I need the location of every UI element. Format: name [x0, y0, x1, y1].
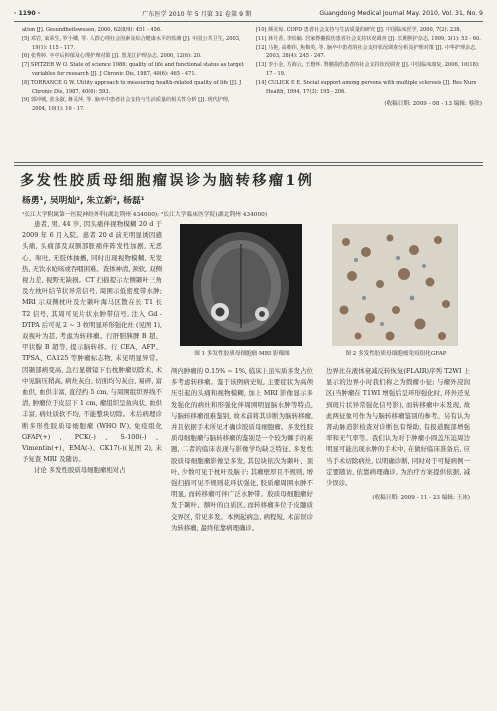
ref-item: [5] 邓岩, 栾荣生, 罗小卿, 等. 人群心理社会因素及综合健康水平的监测 [J]. 中国公共卫生, 2003, 19(1): 115 - 117. — [22, 35, 241, 51]
figure-2-histology-image — [332, 224, 458, 346]
figure-2-caption: 图 2 多发性胶质母细胞瘤免疫组化GFAP — [345, 351, 447, 357]
discussion-text-cont: 边界比在液体衰减反转恢复(FLAIR)序列 T2WI 上显示的边界小时我们称之为假瘤小征; 与瘤外浸润区(当肿瘤在 T1WI 增强后呈环形强化时, 环外还见到斑片状异常强化信号影), 而转移瘤中未发现, 故此两征象可作为与脑转移瘤鉴别的参考。另有认为肾动脉造影检查对诊断也有帮助, 有报道腹部增强率和无气率等。我们认为对于肿瘤小圆盖压迫周边明显可能出现水肿的手术中, 在做好临床准备后, 应当手术切除病灶, 以明确诊断, 同时对于可疑病例一定要随访, 依靠病理确诊, 为治疗方案提供依据, 减少误诊。 — [326, 367, 470, 488]
ref-item: [7] SPITZER W O. State of science 1986: quality of life and functional status as target variables for research [J]. J Chronic Dis, 1987, 40(6): 465 - 471. — [22, 62, 244, 77]
section-divider — [14, 162, 483, 166]
ref-item: [8] TORRANCE G W. Utility approach to measuring health-related quality of life [J]. J Chronic Dis, 1987, 40(6): 593. — [22, 79, 242, 95]
page-number: · 1190 · — [14, 9, 41, 17]
ref-item: [10] 颜美琼. COPD 患者社会支持与生活质量的研究 [J]. 中国临床医学, 2000, 7(2): 238. — [256, 27, 462, 33]
discussion-text: 颅内肿瘤的 0.15% ~ 1%, 临床上虽实质多发占位多考虑转移瘤。鉴于该例病史短, 主要症状为高颅压引起的头痛和视物模糊, 加上 MRI 影像显示多发强化的病灶和形强化伴周围明显脑水肿等特点, 与脑转移瘤很难鉴别, 故术前将其诊断为脑转移瘤, 并且依据手术所见才确诊胶质母细胞瘤。多发性胶质母细胞瘤与脑转移瘤的鉴别是一个较为棘手的难题, 二者的临床表现与影像学均缺乏特征, 多发性胶质母细胞瘤影像呈多发, 其包块依次为颞叶、顶叶, 少数可见于枕叶及脑干; 其瘤壁厚且不规则, 增强扫描可见不规则花环状强化, 胶质瘤周围水肿不明显, 而转移瘤可伴广泛水肿带。胶质母细胞瘤好发于颞叶、额叶的白质区, 而转移瘤多位于皮髓质交界区, 常见多发。本例起病急, 病程短, 术前误诊为转移瘤, 最终依靠病理确诊。 — [171, 367, 313, 532]
ref-item: [13] 李小金, 方海云, 王想怀. 脊髓损伤患者的社会支持状况调查 [J]. 中国临床康复, 2006, 10(18): 17 - 19. — [256, 62, 480, 77]
case-report-paragraph: 患者, 男, 44 岁, 因头痛伴视物模糊 20 d 于 2009 年 6 月入院。患者 20 d 前无明显诱因感头痛, 头痛部及双额部胀痛伴阵发性加剧, 无恶心、呕吐, 无肢体抽搐, 同时出现视物模糊, 无发热, 无饮水呛咳或吞咽困难。查体神清, 颈软, 双侧视力差, 视野无缺损。CT 扫描提示左侧颞叶三角及左枕叶结节状异常信号, 周围示低密度带水肿; MRI 示双侧枕叶及左颞叶海马区散在长 T1 长 T2 信号, 其周可见片状水肿带信号, 注入 Gd - DTPA 后可见 2 ~ 3 枚明显环形强化灶 (见图 1), 双视叶为甚, 考虑为转移瘤。行肝胆胰脾 B 超、甲状腺 B 超等, 提示脑转移。行 CEA、AFP、TPSA、CA125 等肿瘤标志物, 未见明显异常。因颞部病变高, 急行显微镜下右枕肿瘤切除术, 术中见脑压稍高, 病灶灰白, 切面均匀灰白, 易碎, 富血供, 血供丰富, 直径约 5 cm, 与周围组织界线不清, 肿瘤位于皮层下 1 cm, 瘤组织呈鱼肉状, 血供丰富, 病灶质软不均, 不能整块切除。术后病理诊断多形性胶质母细胞瘤 (WHO Ⅳ), 免疫组化 GFAP(+)、PCK(-)、S-100(-)、Vimentin(+)、EMA(-)、CK17(-)(见图 2), 未予复查 MRI 及随访。 — [22, 220, 162, 464]
references-left — [22, 26, 244, 114]
ref-item: [6] 张秀婷. 卒中后抑郁及心理护理对策 [J]. 黑龙江护理杂志, 2000, 12(6): 20. — [22, 53, 202, 60]
ref-item: [11] 林月香, 李恰颖. 居家脊髓损伤患者社会支持状况调查 [J]. 长期照护杂志, 1999, 3(1): 53 - 60. — [256, 35, 481, 42]
ref-item: ation [J]. Gesundheitswesen, 2000, 62(8/9): 451 - 456. — [22, 27, 162, 33]
ref-item: [14] CULICK E E. Social support among persons with multiple sclerosis [J]. Res Nurs Health, 1994, 17(3): 195 - 206. — [256, 79, 477, 95]
body-column-1 — [22, 219, 162, 477]
article-authors: 杨勇¹, 吴明灿², 朱立新², 杨磊¹ — [22, 196, 145, 206]
running-header — [14, 6, 483, 20]
received-date: (收稿日期: 2009 - 08 - 13 编辑: 蔡欣) — [384, 101, 482, 108]
article-title: 多发性胶质母细胞瘤误诊为脑转移瘤1例 — [20, 173, 315, 189]
figure-1-caption: 图 1 多发性胶质母细胞瘤 MRI 影像图 — [194, 351, 290, 357]
body-column-3 — [326, 366, 470, 504]
references-right — [256, 26, 482, 109]
header-rule — [14, 21, 483, 22]
ref-item: [9] 郭冲城, 张永淑, 蒋灵萍, 等. 脑卒中患者社会支持与生活质量的相关性分析 [J]. 现代护理, 2004, 10(1): 16 - 17. — [22, 97, 230, 113]
body-column-2 — [171, 366, 313, 534]
journal-citation-cn: 广东医学 2010 年 5 月第 31 卷第 9 期 — [142, 10, 252, 18]
discussion-paragraph: 讨论 多发性胶质母细胞瘤相对占 — [34, 466, 126, 475]
article-affiliation: ¹长江大学附属第一医院神经外科(湖北荆州 434000); ²长江大学临床医学院(湖北荆州 434000) — [22, 212, 268, 218]
journal-citation-en: Guangdong Medical Journal May. 2010, Vol. 31, No. 9 — [319, 9, 483, 17]
received-date: (收稿日期: 2009 - 11 - 23 编辑: 王冰) — [372, 495, 470, 502]
ref-item: [12] 马艳, 高朝伟, 焦梅英, 等. 脑卒中患者的社会支持状况调查分析及护理对策 [J]. 中华护理杂志, 2003, 38(4): 245 - 247. — [256, 44, 477, 60]
figure-1-mri-image — [180, 224, 302, 346]
